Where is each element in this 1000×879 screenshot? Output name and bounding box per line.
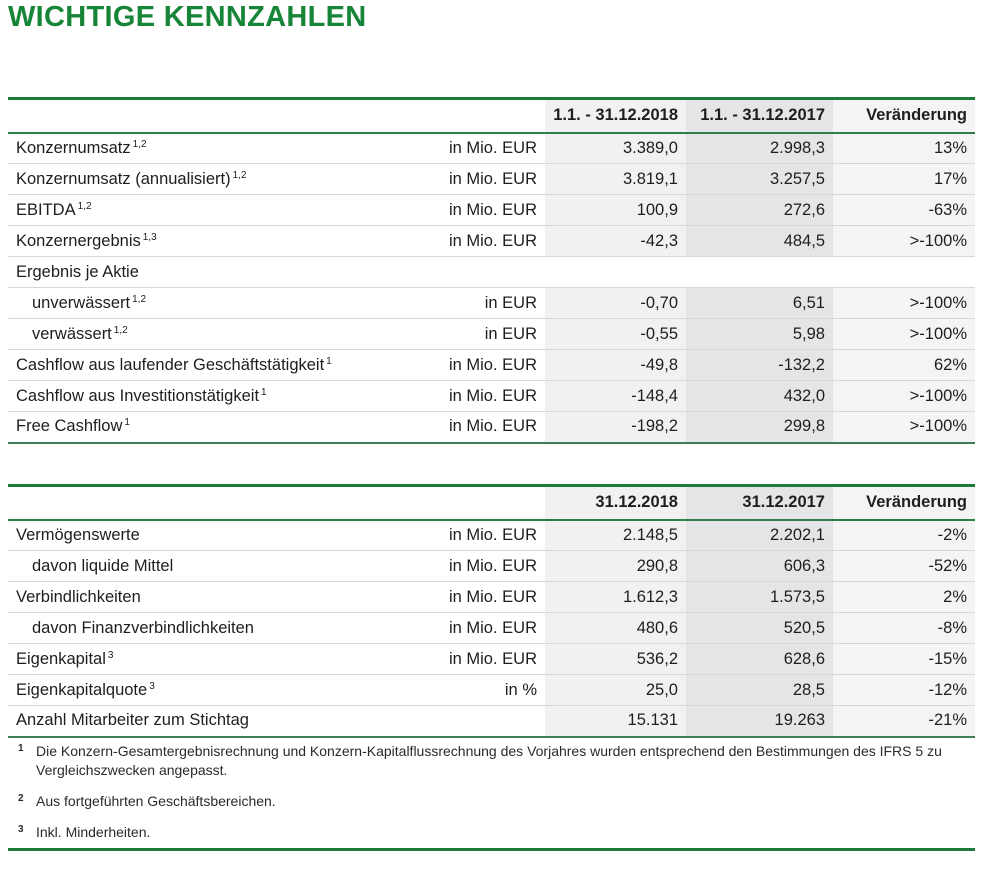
footnote-reference: 1,2 [232,169,247,181]
row-unit [392,195,545,226]
row-label-text: Cashflow aus laufender Geschäftstätigkeit [16,355,325,374]
footnote-reference: 3 [149,680,155,692]
row-unit [392,133,545,164]
row-unit [392,551,545,582]
change-value [833,675,975,706]
footnote-reference: 1 [326,355,332,367]
row-label-text: Eigenkapital [16,649,106,668]
value-2018 [545,288,686,319]
value-2018-text: 536,2 [636,649,678,668]
header-label [8,99,392,133]
change-value [833,644,975,675]
row-unit-text: in Mio. EUR [448,200,537,219]
row-unit-text: in Mio. EUR [448,231,537,250]
table-row [8,582,975,613]
change-value-text: 62% [933,355,967,374]
value-2017 [686,133,833,164]
row-unit-text: in Mio. EUR [448,355,537,374]
row-label [8,582,392,613]
value-2018-text: 3.819,1 [622,169,678,188]
value-2017 [686,381,833,412]
row-unit-text: in Mio. EUR [448,649,537,668]
table-header-row [8,99,975,133]
header-unit [392,99,545,133]
footnote [8,823,975,842]
header-change: Veränderung [833,99,975,133]
table-row [8,319,975,350]
row-unit [392,613,545,644]
table-row [8,381,975,412]
row-unit [392,644,545,675]
value-2017 [686,675,833,706]
change-value [833,582,975,613]
row-label-text: Vermögenswerte [16,525,140,544]
row-label [8,164,392,195]
change-value-text: 17% [933,169,967,188]
change-value [833,226,975,257]
footnote-mark: 3 [18,824,24,835]
value-2018-text: 25,0 [645,680,678,699]
row-unit-text: in Mio. EUR [448,525,537,544]
table-row [8,675,975,706]
row-unit-text: in Mio. EUR [448,587,537,606]
table-row [8,195,975,226]
change-value [833,164,975,195]
row-label-text: Free Cashflow [16,417,123,436]
value-2018-text: 100,9 [636,200,678,219]
header-unit [392,486,545,520]
row-label [8,195,392,226]
row-unit-text: in EUR [484,324,537,343]
change-value [833,288,975,319]
row-unit [392,675,545,706]
value-2017-text: 2.998,3 [769,138,825,157]
value-2017 [686,257,833,288]
value-2018 [545,412,686,443]
footnote-reference: 1,2 [77,200,92,212]
row-unit [392,582,545,613]
row-label-text: verwässert [32,324,112,343]
table-row [8,288,975,319]
value-2018 [545,582,686,613]
header-label [8,486,392,520]
row-label [8,381,392,412]
change-value [833,381,975,412]
row-label-text: davon liquide Mittel [32,556,174,575]
table-row [8,226,975,257]
table-row [8,412,975,443]
value-2017-text: 520,5 [783,618,825,637]
value-2017 [686,613,833,644]
row-unit [392,381,545,412]
row-unit [392,319,545,350]
header-change: Veränderung [833,486,975,520]
row-label [8,412,392,443]
income-kpi-table [8,97,975,444]
value-2017 [686,319,833,350]
value-2018 [545,195,686,226]
row-unit-text: in Mio. EUR [448,169,537,188]
row-label-text: Konzernergebnis [16,231,141,250]
footnote [8,792,975,811]
value-2017-text: -132,2 [778,355,825,374]
row-label-text: unverwässert [32,293,131,312]
row-label-text: Konzernumsatz (annualisiert) [16,169,231,188]
change-value-text: -2% [937,525,967,544]
change-value [833,520,975,551]
row-label-text: Eigenkapitalquote [16,680,148,699]
value-2018-text: 1.612,3 [622,587,678,606]
footnote-reference: 1,3 [142,231,157,243]
header-date-2017: 31.12.2017 [686,486,833,520]
table-row [8,257,975,288]
row-label [8,350,392,381]
value-2017 [686,226,833,257]
value-2018 [545,551,686,582]
footnote-reference: 1,2 [132,138,147,150]
value-2017 [686,288,833,319]
change-value [833,706,975,737]
value-2018 [545,350,686,381]
row-label-text: davon Finanzverbindlichkeiten [32,618,254,637]
row-unit-text: in Mio. EUR [448,417,537,436]
footnote [8,742,975,780]
footnote-reference: 1,2 [113,324,128,336]
row-label-text: Ergebnis je Aktie [16,262,139,281]
value-2018 [545,319,686,350]
footnote-reference: 1,2 [132,293,147,305]
change-value-text: -63% [928,200,967,219]
change-value [833,350,975,381]
footnote-text: Aus fortgeführten Geschäftsbereichen. [36,793,276,809]
header-date-2018: 31.12.2018 [545,486,686,520]
row-unit [392,520,545,551]
balance-kpi-table [8,484,975,738]
value-2017 [686,706,833,737]
table-row [8,706,975,737]
value-2017-text: 299,8 [783,417,825,436]
row-label [8,288,392,319]
value-2018 [545,257,686,288]
value-2018 [545,520,686,551]
value-2017 [686,644,833,675]
footnotes [8,742,975,851]
value-2017-text: 3.257,5 [769,169,825,188]
value-2017-text: 19.263 [774,711,825,730]
row-unit-text: in Mio. EUR [448,138,537,157]
row-unit-text: in Mio. EUR [448,386,537,405]
value-2018 [545,706,686,737]
value-2017-text: 606,3 [783,556,825,575]
change-value [833,195,975,226]
value-2017 [686,520,833,551]
row-unit-text: in Mio. EUR [448,556,537,575]
table-row [8,350,975,381]
footnote-reference: 1 [261,386,267,398]
value-2018-text: -0,55 [640,324,678,343]
page-title: WICHTIGE KENNZAHLEN [8,1,367,33]
row-label-text: Anzahl Mitarbeiter zum Stichtag [16,711,249,730]
row-unit-text: in EUR [484,293,537,312]
change-value [833,133,975,164]
row-label-text: EBITDA [16,200,76,219]
row-label [8,706,392,737]
row-label [8,520,392,551]
change-value [833,319,975,350]
table-row [8,551,975,582]
value-2018-text: -49,8 [640,355,678,374]
header-period-2018: 1.1. - 31.12.2018 [545,99,686,133]
row-unit [392,706,545,737]
value-2018-text: -0,70 [640,293,678,312]
row-label [8,675,392,706]
footnote-reference: 1 [124,417,130,429]
value-2017-text: 2.202,1 [769,525,825,544]
change-value [833,257,975,288]
value-2017 [686,582,833,613]
value-2018-text: -148,4 [631,386,678,405]
value-2018 [545,644,686,675]
value-2017-text: 432,0 [783,386,825,405]
row-label [8,257,392,288]
row-unit [392,288,545,319]
row-label [8,133,392,164]
change-value-text: >-100% [909,417,967,436]
change-value-text: -21% [928,711,967,730]
value-2017 [686,412,833,443]
value-2018 [545,133,686,164]
row-label [8,613,392,644]
footnote-mark: 1 [18,743,24,754]
change-value-text: -15% [928,649,967,668]
footnote-reference: 3 [107,649,114,661]
change-value-text: >-100% [909,293,967,312]
change-value-text: -52% [928,556,967,575]
change-value-text: 2% [943,587,967,606]
value-2018-text: 2.148,5 [622,525,678,544]
table-row [8,164,975,195]
value-2017 [686,350,833,381]
value-2017-text: 6,51 [792,293,825,312]
table-row [8,520,975,551]
value-2018 [545,675,686,706]
change-value [833,613,975,644]
row-unit [392,412,545,443]
value-2017 [686,551,833,582]
value-2018-text: -198,2 [631,417,678,436]
row-unit-text: in % [504,680,537,699]
footnote-text: Inkl. Minderheiten. [36,824,151,840]
table-header-row [8,486,975,520]
row-unit [392,350,545,381]
row-label [8,644,392,675]
table-row [8,644,975,675]
value-2017 [686,164,833,195]
value-2017-text: 28,5 [792,680,825,699]
change-value [833,412,975,443]
value-2018-text: 3.389,0 [622,138,678,157]
value-2018 [545,164,686,195]
row-unit-text: in Mio. EUR [448,618,537,637]
row-label-text: Konzernumsatz [16,138,131,157]
value-2017-text: 1.573,5 [769,587,825,606]
row-unit [392,257,545,288]
change-value-text: 13% [933,138,967,157]
value-2017 [686,195,833,226]
footnote-text: Die Konzern-Gesamtergebnisrechnung und Konzern-Kapitalflussrechnung des Vorjahres wurden entsprechend den Bestimmungen des IFRS 5 zu Vergleichszwecken angepasst. [36,743,942,778]
change-value-text: -12% [928,680,967,699]
change-value-text: >-100% [909,231,967,250]
change-value-text: >-100% [909,324,967,343]
change-value-text: >-100% [909,386,967,405]
row-label [8,319,392,350]
change-value-text: -8% [937,618,967,637]
value-2018 [545,226,686,257]
value-2018-text: 480,6 [636,618,678,637]
value-2018-text: -42,3 [640,231,678,250]
change-value [833,551,975,582]
row-unit [392,164,545,195]
value-2017-text: 628,6 [783,649,825,668]
row-label [8,226,392,257]
header-period-2017: 1.1. - 31.12.2017 [686,99,833,133]
value-2018-text: 290,8 [636,556,678,575]
row-unit [392,226,545,257]
row-label-text: Verbindlichkeiten [16,587,141,606]
value-2017-text: 272,6 [783,200,825,219]
value-2018 [545,381,686,412]
value-2017-text: 484,5 [783,231,825,250]
footnote-mark: 2 [18,793,24,804]
value-2018-text: 15.131 [627,711,678,730]
value-2018 [545,613,686,644]
table-row [8,613,975,644]
row-label [8,551,392,582]
row-label-text: Cashflow aus Investitionstätigkeit [16,386,260,405]
value-2017-text: 5,98 [792,324,825,343]
table-row [8,133,975,164]
